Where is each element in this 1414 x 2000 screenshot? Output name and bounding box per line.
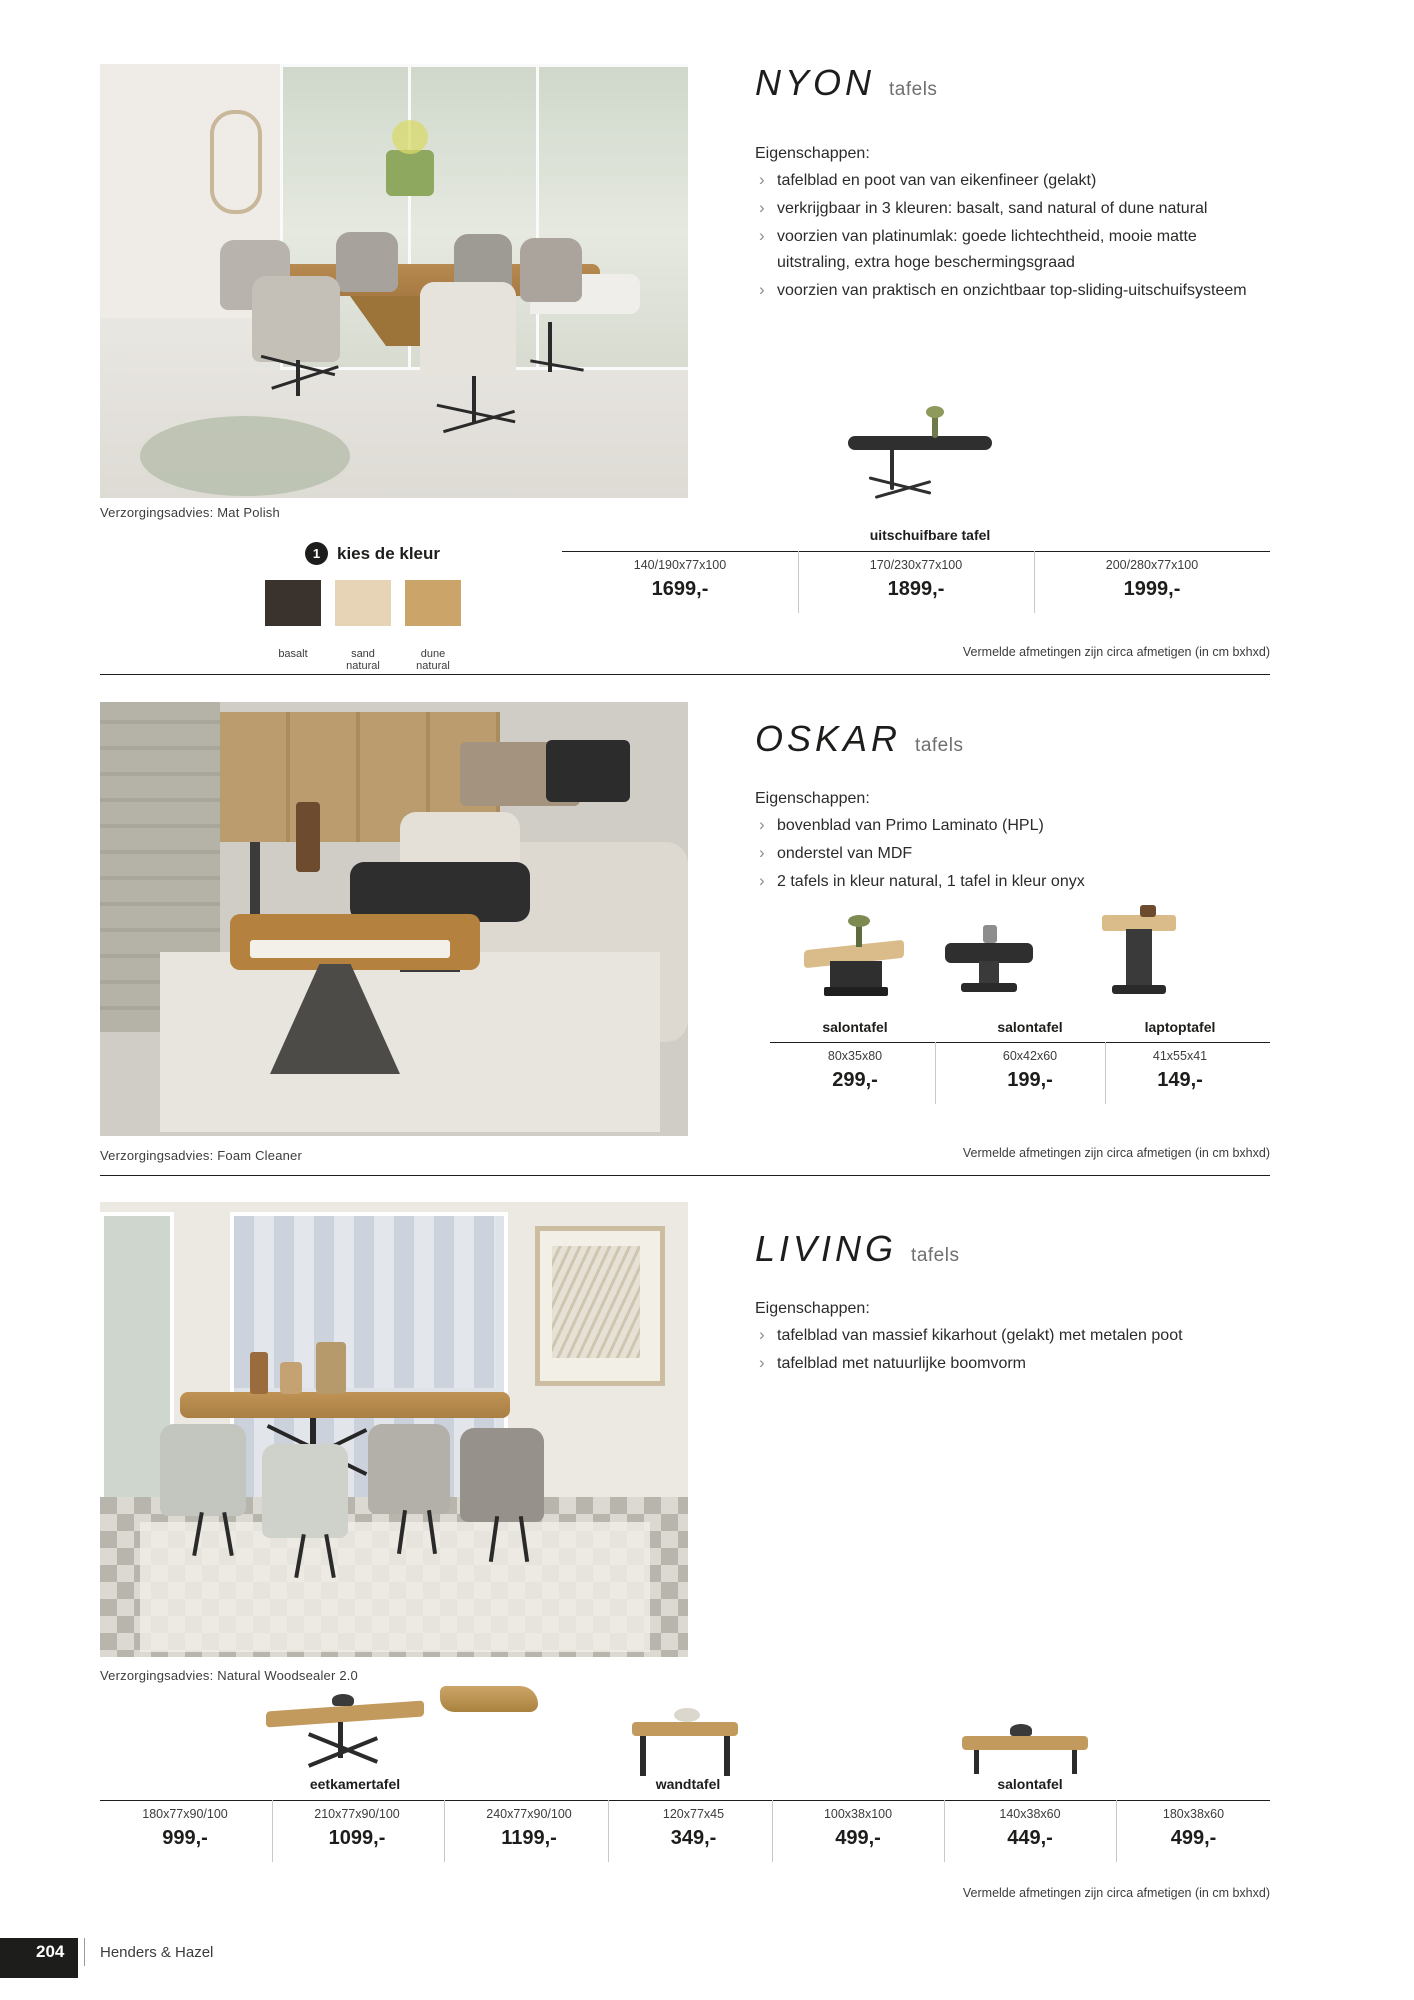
page-subtitle: tafels (911, 1245, 960, 1266)
living-salontafel-thumbnail (960, 1722, 1090, 1782)
dimension: 41x55x41 (1152, 1049, 1208, 1063)
living-features-label: Eigenschappen: (755, 1300, 870, 1317)
price: 299,- (832, 1069, 878, 1091)
group-name-uitschuifbare-tafel: uitschuifbare tafel (869, 527, 991, 543)
page-subtitle: tafels (915, 735, 964, 756)
list-item: › voorzien van platinumlak: goede lichtechtheid, mooie matte uitstraling, extra hoge beschermingsgraad (755, 224, 1255, 276)
price: 149,- (1157, 1069, 1203, 1091)
oskar-title-row (755, 718, 963, 760)
group-name-salontafel-1: salontafel (822, 1019, 888, 1035)
group-name-laptoptafel: laptoptafel (1144, 1019, 1216, 1035)
price: 1199,- (501, 1827, 557, 1849)
price: 1699,- (651, 578, 709, 600)
nyon-table-thumbnail (840, 400, 1000, 500)
dimension: 120x77x45 (662, 1807, 725, 1821)
page-title: NYON (755, 62, 876, 103)
page-number: 204 (36, 1942, 65, 1961)
swatch-sand-natural[interactable] (335, 580, 391, 626)
oskar-salontafel-thumbnail-2 (935, 915, 1045, 1000)
swatch-label: sand natural (346, 648, 380, 672)
oskar-care-note: Verzorgingsadvies: Foam Cleaner (100, 1148, 303, 1163)
list-item: › tafelblad en poot van van eikenfineer (gelakt) (755, 168, 1255, 194)
group-name-salontafel: salontafel (997, 1776, 1063, 1792)
swatch-dune-natural[interactable] (405, 580, 461, 626)
list-item: › tafelblad van massief kikarhout (gelakt) met metalen poot (755, 1323, 1275, 1349)
nyon-swatch-names (265, 648, 461, 672)
step-number: 1 (305, 542, 328, 565)
price: 1099,- (328, 1827, 386, 1849)
price: 199,- (1007, 1069, 1053, 1091)
nyon-swatch-row[interactable] (265, 580, 461, 626)
price: 1899,- (887, 578, 945, 600)
living-care-note: Verzorgingsadvies: Natural Woodsealer 2.0 (100, 1668, 358, 1683)
dimension: 180x38x60 (1162, 1807, 1225, 1821)
list-item: › bovenblad van Primo Laminato (HPL) (755, 813, 1255, 839)
price: 349,- (670, 1827, 717, 1849)
living-eetkamertafel-thumbnail (262, 1688, 427, 1778)
dimension: 100x38x100 (823, 1807, 893, 1821)
group-name-wandtafel: wandtafel (655, 1776, 721, 1792)
swatch-basalt[interactable] (265, 580, 321, 626)
page-subtitle: tafels (889, 79, 938, 100)
page-title: OSKAR (755, 718, 902, 759)
living-wandtafel-thumbnail (630, 1700, 740, 1780)
swatch-label: dune natural (416, 648, 450, 672)
dimension: 140/190x77x100 (633, 558, 727, 572)
nyon-features-label: Eigenschappen: (755, 145, 870, 162)
price: 499,- (1170, 1827, 1217, 1849)
oskar-features-label: Eigenschappen: (755, 790, 870, 807)
page-title: LIVING (755, 1228, 898, 1269)
living-tabletop-thumbnail (440, 1676, 540, 1726)
list-item: › voorzien van praktisch en onzichtbaar top-sliding-uitschuifsysteem (755, 278, 1255, 304)
nyon-features-list (755, 168, 1255, 306)
list-item: › 2 tafels in kleur natural, 1 tafel in kleur onyx (755, 869, 1255, 895)
nyon-title-row (755, 62, 937, 104)
living-room-photo (100, 1202, 688, 1657)
dimension: 180x77x90/100 (142, 1807, 228, 1821)
dimension: 210x77x90/100 (314, 1807, 400, 1821)
dimension: 240x77x90/100 (486, 1807, 572, 1821)
group-name-salontafel-2: salontafel (997, 1019, 1063, 1035)
living-features-list (755, 1323, 1275, 1379)
living-circa-note: Vermelde afmetingen zijn circa afmetigen (in cm bxhxd) (962, 1886, 1270, 1900)
dimension: 200/280x77x100 (1105, 558, 1199, 572)
swatch-label: basalt (278, 648, 308, 660)
brand-name: Henders & Hazel (100, 1944, 214, 1961)
list-item: › verkrijgbaar in 3 kleuren: basalt, sand natural of dune natural (755, 196, 1255, 222)
oskar-room-photo (100, 702, 688, 1136)
list-item: › tafelblad met natuurlijke boomvorm (755, 1351, 1275, 1377)
oskar-features-list (755, 813, 1255, 897)
nyon-color-picker[interactable] (305, 542, 440, 565)
dimension: 60x42x60 (1002, 1049, 1058, 1063)
price: 499,- (835, 1827, 881, 1849)
nyon-room-photo (100, 64, 688, 498)
price: 1999,- (1123, 578, 1181, 600)
living-title-row (755, 1228, 959, 1270)
dimension: 170/230x77x100 (869, 558, 963, 572)
price: 449,- (1007, 1827, 1053, 1849)
oskar-circa-note: Vermelde afmetingen zijn circa afmetigen (in cm bxhxd) (962, 1146, 1270, 1160)
oskar-salontafel-thumbnail-1 (800, 915, 910, 1000)
dimension: 80x35x80 (827, 1049, 883, 1063)
color-picker-label: kies de kleur (337, 543, 441, 563)
nyon-circa-note: Vermelde afmetingen zijn circa afmetigen (in cm bxhxd) (962, 645, 1270, 659)
oskar-laptoptafel-thumbnail (1090, 905, 1190, 1000)
group-name-eetkamertafel: eetkamertafel (309, 1776, 401, 1792)
price: 999,- (162, 1827, 208, 1849)
list-item: › onderstel van MDF (755, 841, 1255, 867)
dimension: 140x38x60 (999, 1807, 1061, 1821)
nyon-care-note: Verzorgingsadvies: Mat Polish (100, 505, 280, 520)
